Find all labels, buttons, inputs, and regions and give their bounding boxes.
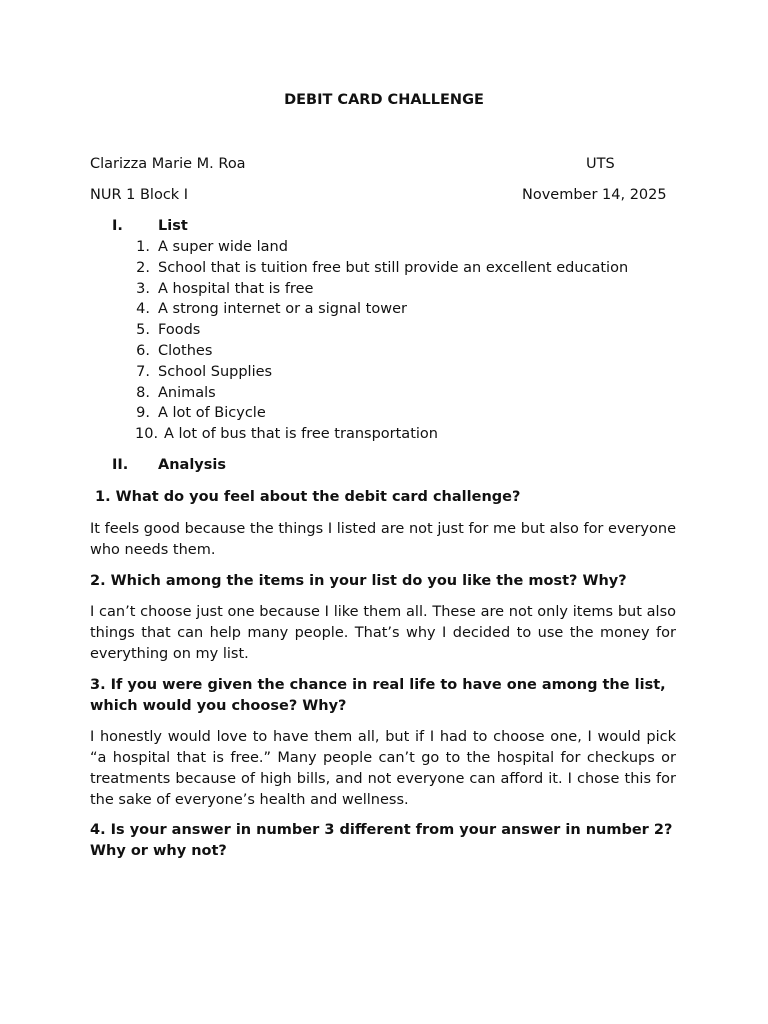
date: November 14, 2025 (522, 187, 667, 203)
list-item-text: A super wide land (158, 239, 288, 255)
list-item-text: School Supplies (158, 364, 273, 380)
school-name: UTS (586, 156, 615, 172)
answer-3: I honestly would love to have them all, but if I had to choose one, I would pick “a hospital that is free.” Many people can’t go to the hospital for checkups or treatments because of high bills, and not everyone can afford it. I chose this for the sake of everyone’s health and wellness. (90, 729, 676, 808)
answer-2: I can’t choose just one because I like them all. These are not only items but also things that can help many people. That’s why I decided to use the money for everything on my list. (90, 604, 676, 662)
list-item-text: A lot of Bicycle (158, 405, 266, 421)
list-item-number: 8. (136, 385, 150, 401)
list-item-number: 9. (136, 405, 150, 421)
list-item-text: School that is tuition free but still provide an excellent education (158, 260, 629, 276)
section-2-heading: Analysis (158, 457, 226, 473)
list-item-text: Clothes (158, 343, 213, 359)
section-2-numeral: II. (112, 457, 129, 473)
section-1-heading: List (158, 218, 188, 234)
list-item-text: A strong internet or a signal tower (158, 301, 407, 317)
answer-1: It feels good because the things I listed are not just for me but also for everyone who needs them. (90, 521, 676, 558)
list-item-text: Animals (158, 385, 216, 401)
question-1: 1. What do you feel about the debit card challenge? (95, 489, 521, 505)
list-item-number: 6. (136, 343, 150, 359)
list-item-number: 10. (135, 426, 159, 442)
section-1-numeral: I. (112, 218, 123, 234)
list-item-number: 7. (136, 364, 150, 380)
list-item-number: 4. (136, 301, 150, 317)
course-block: NUR 1 Block I (90, 187, 189, 203)
document-title: DEBIT CARD CHALLENGE (284, 92, 484, 108)
question-3: 3. If you were given the chance in real life to have one among the list, which would you choose? Why? (90, 677, 666, 714)
list-item-number: 5. (136, 322, 150, 338)
question-4: 4. Is your answer in number 3 different from your answer in number 2? Why or why not? (90, 822, 673, 859)
question-2: 2. Which among the items in your list do you like the most? Why? (90, 573, 627, 589)
list-item-number: 2. (136, 260, 150, 276)
list-item-text: A lot of bus that is free transportation (164, 426, 438, 442)
list-item-text: Foods (158, 322, 201, 338)
list-item-number: 1. (136, 239, 150, 255)
list-item-text: A hospital that is free (158, 281, 314, 297)
student-name: Clarizza Marie M. Roa (90, 156, 246, 172)
list-item-number: 3. (136, 281, 150, 297)
